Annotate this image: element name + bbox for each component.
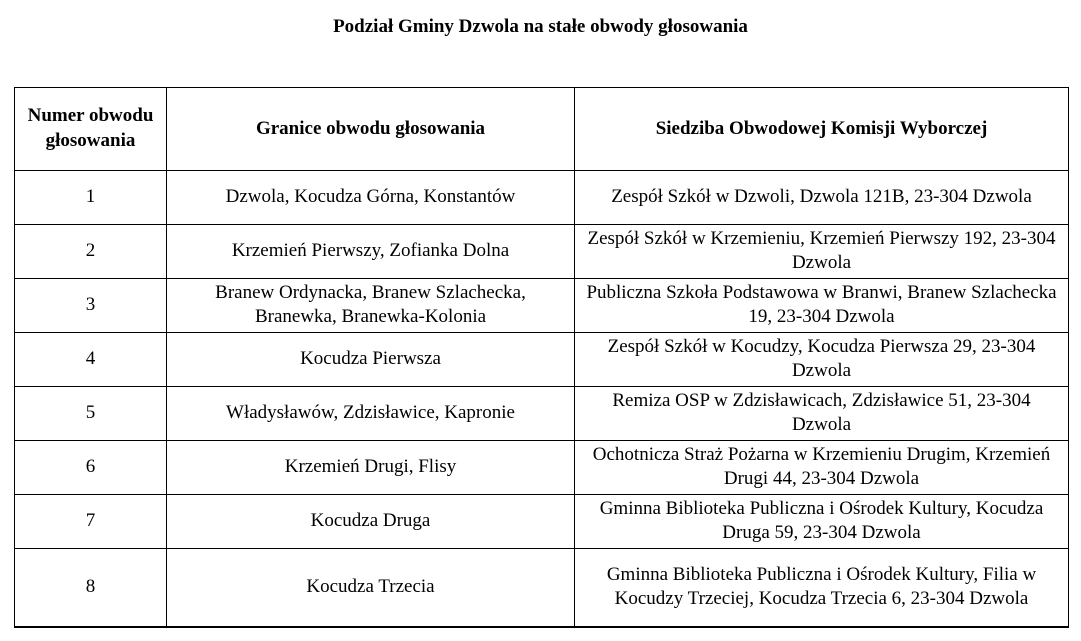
table-row [15,224,1069,278]
cell-district-number: 5 [15,386,167,440]
table-row [15,278,1069,332]
cell-commission-seat: Zespół Szkół w Krzemieniu, Krzemień Pierwszy 192, 23-304 Dzwola [575,224,1069,278]
cell-district-number: 4 [15,332,167,386]
table-row [15,440,1069,494]
header-row [15,87,1069,170]
col-header-commission-seat: Siedziba Obwodowej Komisji Wyborczej [575,87,1069,170]
cell-commission-seat: Gminna Biblioteka Publiczna i Ośrodek Kultury, Kocudza Druga 59, 23-304 Dzwola [575,494,1069,548]
table-row [15,386,1069,440]
cell-commission-seat: Zespół Szkół w Dzwoli, Dzwola 121B, 23-304 Dzwola [575,170,1069,224]
cell-commission-seat: Publiczna Szkoła Podstawowa w Branwi, Branew Szlachecka 19, 23-304 Dzwola [575,278,1069,332]
cell-commission-seat: Ochotnicza Straż Pożarna w Krzemieniu Drugim, Krzemień Drugi 44, 23-304 Dzwola [575,440,1069,494]
cell-boundaries: Dzwola, Kocudza Górna, Konstantów [167,170,575,224]
cell-district-number: 1 [15,170,167,224]
cell-boundaries: Branew Ordynacka, Branew Szlachecka, Branewka, Branewka-Kolonia [167,278,575,332]
cell-commission-seat: Gminna Biblioteka Publiczna i Ośrodek Kultury, Filia w Kocudzy Trzeciej, Kocudza Trzecia 6, 23-304 Dzwola [575,548,1069,627]
col-header-boundaries: Granice obwodu głosowania [167,87,575,170]
cell-boundaries: Władysławów, Zdzisławice, Kapronie [167,386,575,440]
table-row [15,170,1069,224]
cell-district-number: 6 [15,440,167,494]
cell-district-number: 8 [15,548,167,627]
cell-boundaries: Kocudza Pierwsza [167,332,575,386]
table-row [15,494,1069,548]
cell-commission-seat: Remiza OSP w Zdzisławicach, Zdzisławice 51, 23-304 Dzwola [575,386,1069,440]
cell-district-number: 2 [15,224,167,278]
cell-commission-seat: Zespół Szkół w Kocudzy, Kocudza Pierwsza 29, 23-304 Dzwola [575,332,1069,386]
page-title: Podział Gminy Dzwola na stałe obwody głosowania [333,16,748,37]
cell-boundaries: Krzemień Pierwszy, Zofianka Dolna [167,224,575,278]
col-header-district-number: Numer obwodu głosowania [15,87,167,170]
cell-district-number: 7 [15,494,167,548]
table-row [15,548,1069,627]
cell-boundaries: Kocudza Trzecia [167,548,575,627]
cell-district-number: 3 [15,278,167,332]
cell-boundaries: Krzemień Drugi, Flisy [167,440,575,494]
cell-boundaries: Kocudza Druga [167,494,575,548]
table-row [15,332,1069,386]
table-header [15,87,1069,170]
table-body [15,170,1069,627]
voting-districts-table [14,87,1069,628]
